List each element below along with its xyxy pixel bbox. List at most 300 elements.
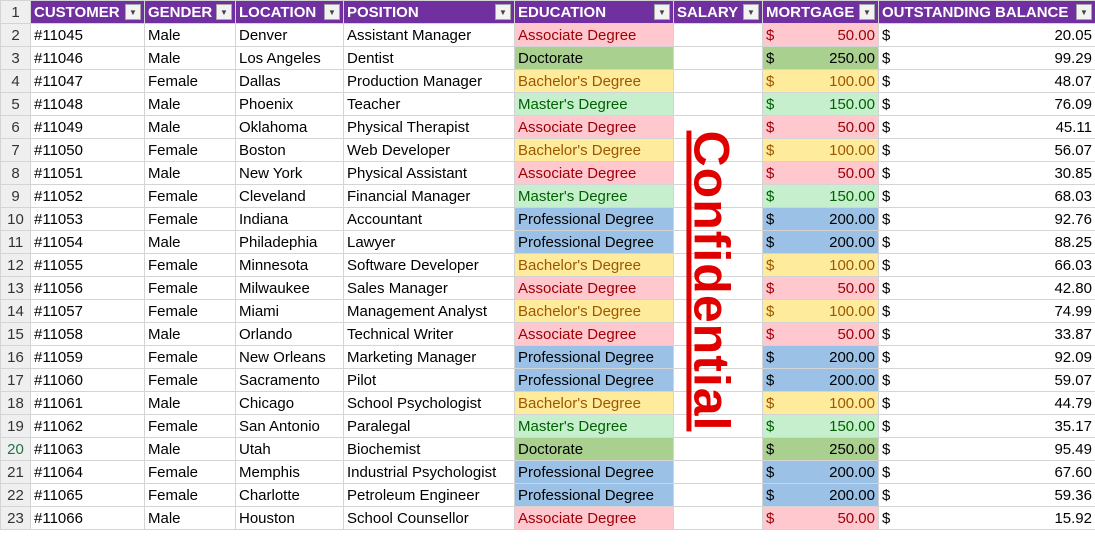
cell-mortgage[interactable] [763, 70, 879, 93]
cell-gender[interactable]: Male [145, 392, 236, 415]
table-row [1, 47, 1095, 70]
cell-education[interactable]: Professional Degree [515, 369, 674, 392]
balance-value: 92.76 [1054, 210, 1092, 228]
currency-symbol: $ [882, 233, 891, 251]
row-number[interactable]: 4 [1, 70, 31, 93]
cell-mortgage[interactable] [763, 93, 879, 116]
table-row [1, 162, 1095, 185]
row-number[interactable]: 13 [1, 277, 31, 300]
cell-location[interactable]: Cleveland [236, 185, 344, 208]
mortgage-value: 200.00 [829, 348, 875, 366]
mortgage-value: 200.00 [829, 463, 875, 481]
cell-location[interactable]: Utah [236, 438, 344, 461]
cell-gender[interactable]: Male [145, 323, 236, 346]
balance-value: 35.17 [1054, 417, 1092, 435]
cell-position[interactable]: Lawyer [344, 231, 515, 254]
cell-customer[interactable]: #11052 [31, 185, 145, 208]
currency-symbol: $ [766, 371, 775, 389]
currency-symbol: $ [882, 463, 891, 481]
cell-location[interactable]: Orlando [236, 323, 344, 346]
cell-position[interactable]: School Counsellor [344, 507, 515, 530]
header-row [1, 1, 1095, 24]
cell-education[interactable]: Bachelor's Degree [515, 392, 674, 415]
cell-location[interactable]: Memphis [236, 461, 344, 484]
cell-mortgage[interactable] [763, 461, 879, 484]
cell-education[interactable]: Bachelor's Degree [515, 300, 674, 323]
currency-symbol: $ [766, 509, 775, 527]
cell-position[interactable]: Teacher [344, 93, 515, 116]
table-row [1, 415, 1095, 438]
cell-education[interactable]: Associate Degree [515, 323, 674, 346]
row-number[interactable]: 14 [1, 300, 31, 323]
cell-customer[interactable]: #11064 [31, 461, 145, 484]
filter-dropdown-icon[interactable]: ▼ [743, 4, 759, 20]
cell-education[interactable]: Bachelor's Degree [515, 254, 674, 277]
balance-value: 45.11 [1055, 118, 1092, 136]
cell-mortgage[interactable] [763, 438, 879, 461]
currency-symbol: $ [766, 26, 775, 44]
table-row [1, 484, 1095, 507]
cell-mortgage[interactable] [763, 208, 879, 231]
row-number[interactable]: 10 [1, 208, 31, 231]
column-header-outstanding-balance[interactable] [879, 1, 1095, 24]
cell-gender[interactable]: Female [145, 415, 236, 438]
cell-location[interactable]: Dallas [236, 70, 344, 93]
currency-symbol: $ [882, 72, 891, 90]
table-row [1, 392, 1095, 415]
row-number[interactable]: 15 [1, 323, 31, 346]
column-header-label: LOCATION [239, 3, 317, 21]
currency-symbol: $ [882, 371, 891, 389]
cell-salary[interactable] [674, 369, 763, 392]
row-number[interactable]: 20 [1, 438, 31, 461]
cell-salary[interactable] [674, 70, 763, 93]
row-number[interactable]: 9 [1, 185, 31, 208]
column-header-location[interactable] [236, 1, 344, 24]
currency-symbol: $ [882, 509, 891, 527]
cell-customer[interactable]: #11062 [31, 415, 145, 438]
balance-value: 74.99 [1054, 302, 1092, 320]
cell-customer[interactable]: #11057 [31, 300, 145, 323]
balance-value: 92.09 [1054, 348, 1092, 366]
watermark-text: Confidential [683, 130, 739, 432]
mortgage-value: 50.00 [837, 279, 875, 297]
cell-education[interactable]: Associate Degree [515, 507, 674, 530]
cell-customer[interactable]: #11065 [31, 484, 145, 507]
cell-mortgage[interactable] [763, 484, 879, 507]
cell-outstanding-balance[interactable] [879, 277, 1095, 300]
cell-outstanding-balance[interactable] [879, 47, 1095, 70]
table-row [1, 277, 1095, 300]
table-row [1, 323, 1095, 346]
cell-outstanding-balance[interactable] [879, 507, 1095, 530]
cell-position[interactable]: Industrial Psychologist [344, 461, 515, 484]
cell-gender[interactable]: Female [145, 254, 236, 277]
cell-education[interactable]: Associate Degree [515, 277, 674, 300]
cell-outstanding-balance[interactable] [879, 461, 1095, 484]
column-header-label: POSITION [347, 3, 419, 21]
cell-mortgage[interactable] [763, 369, 879, 392]
cell-education[interactable]: Associate Degree [515, 116, 674, 139]
cell-outstanding-balance[interactable] [879, 369, 1095, 392]
column-header-mortgage[interactable] [763, 1, 879, 24]
currency-symbol: $ [882, 164, 891, 182]
cell-mortgage[interactable] [763, 392, 879, 415]
cell-education[interactable]: Professional Degree [515, 461, 674, 484]
cell-location[interactable]: Denver [236, 24, 344, 47]
cell-location[interactable]: Chicago [236, 392, 344, 415]
cell-salary[interactable] [674, 208, 763, 231]
cell-outstanding-balance[interactable] [879, 24, 1095, 47]
column-header-label: GENDER [148, 3, 213, 21]
cell-outstanding-balance[interactable] [879, 139, 1095, 162]
cell-outstanding-balance[interactable] [879, 162, 1095, 185]
column-header-label: OUTSTANDING BALANCE [882, 3, 1069, 21]
cell-position[interactable]: Biochemist [344, 438, 515, 461]
cell-location[interactable]: New Orleans [236, 346, 344, 369]
cell-position[interactable]: Software Developer [344, 254, 515, 277]
cell-salary[interactable] [674, 231, 763, 254]
currency-symbol: $ [766, 417, 775, 435]
mortgage-value: 50.00 [837, 509, 875, 527]
column-header-gender[interactable] [145, 1, 236, 24]
cell-customer[interactable]: #11055 [31, 254, 145, 277]
cell-salary[interactable] [674, 254, 763, 277]
row-number[interactable]: 23 [1, 507, 31, 530]
cell-location[interactable]: Minnesota [236, 254, 344, 277]
cell-location[interactable]: Houston [236, 507, 344, 530]
cell-outstanding-balance[interactable] [879, 438, 1095, 461]
cell-outstanding-balance[interactable] [879, 254, 1095, 277]
currency-symbol: $ [766, 187, 775, 205]
row-number[interactable]: 18 [1, 392, 31, 415]
cell-gender[interactable]: Male [145, 231, 236, 254]
cell-position[interactable]: Web Developer [344, 139, 515, 162]
cell-gender[interactable]: Female [145, 185, 236, 208]
currency-symbol: $ [766, 210, 775, 228]
cell-position[interactable]: Physical Assistant [344, 162, 515, 185]
table-body [1, 24, 1095, 530]
table-row [1, 300, 1095, 323]
column-header-salary[interactable] [674, 1, 763, 24]
mortgage-value: 100.00 [829, 256, 875, 274]
cell-location[interactable]: Charlotte [236, 484, 344, 507]
currency-symbol: $ [766, 486, 775, 504]
row-number[interactable]: 11 [1, 231, 31, 254]
cell-salary[interactable] [674, 116, 763, 139]
filter-dropdown-icon[interactable]: ▼ [216, 4, 232, 20]
cell-education[interactable]: Bachelor's Degree [515, 139, 674, 162]
cell-salary[interactable] [674, 162, 763, 185]
cell-outstanding-balance[interactable] [879, 231, 1095, 254]
cell-position[interactable]: Management Analyst [344, 300, 515, 323]
currency-symbol: $ [766, 49, 775, 67]
cell-outstanding-balance[interactable] [879, 93, 1095, 116]
column-header-customer[interactable] [31, 1, 145, 24]
cell-position[interactable]: Assistant Manager [344, 24, 515, 47]
balance-value: 44.79 [1054, 394, 1092, 412]
mortgage-value: 250.00 [829, 49, 875, 67]
table-row [1, 185, 1095, 208]
cell-salary[interactable] [674, 392, 763, 415]
column-header-label: CUSTOMER [34, 3, 120, 21]
cell-mortgage[interactable] [763, 507, 879, 530]
cell-position[interactable]: Financial Manager [344, 185, 515, 208]
cell-position[interactable]: Pilot [344, 369, 515, 392]
cell-education[interactable]: Associate Degree [515, 162, 674, 185]
table-row [1, 208, 1095, 231]
mortgage-value: 50.00 [837, 118, 875, 136]
cell-mortgage[interactable] [763, 300, 879, 323]
cell-gender[interactable]: Male [145, 507, 236, 530]
cell-education[interactable]: Master's Degree [515, 185, 674, 208]
cell-customer[interactable]: #11061 [31, 392, 145, 415]
cell-mortgage[interactable] [763, 323, 879, 346]
cell-customer[interactable]: #11054 [31, 231, 145, 254]
cell-mortgage[interactable] [763, 231, 879, 254]
row-number[interactable]: 17 [1, 369, 31, 392]
cell-mortgage[interactable] [763, 415, 879, 438]
row-number[interactable]: 22 [1, 484, 31, 507]
cell-salary[interactable] [674, 461, 763, 484]
cell-salary[interactable] [674, 438, 763, 461]
currency-symbol: $ [766, 72, 775, 90]
row-number[interactable]: 21 [1, 461, 31, 484]
cell-salary[interactable] [674, 507, 763, 530]
cell-education[interactable]: Bachelor's Degree [515, 70, 674, 93]
cell-outstanding-balance[interactable] [879, 484, 1095, 507]
cell-gender[interactable]: Female [145, 369, 236, 392]
filter-dropdown-icon[interactable]: ▼ [654, 4, 670, 20]
cell-education[interactable]: Master's Degree [515, 93, 674, 116]
filter-dropdown-icon[interactable]: ▼ [324, 4, 340, 20]
mortgage-value: 50.00 [837, 26, 875, 44]
cell-customer[interactable]: #11050 [31, 139, 145, 162]
column-header-education[interactable] [515, 1, 674, 24]
filter-dropdown-icon[interactable]: ▼ [1076, 4, 1092, 20]
cell-salary[interactable] [674, 277, 763, 300]
cell-location[interactable]: Sacramento [236, 369, 344, 392]
cell-position[interactable]: Production Manager [344, 70, 515, 93]
column-header-label: MORTGAGE [766, 3, 855, 21]
cell-gender[interactable]: Female [145, 70, 236, 93]
row-number[interactable]: 16 [1, 346, 31, 369]
currency-symbol: $ [882, 256, 891, 274]
currency-symbol: $ [766, 463, 775, 481]
cell-salary[interactable] [674, 47, 763, 70]
cell-position[interactable]: Technical Writer [344, 323, 515, 346]
currency-symbol: $ [766, 233, 775, 251]
cell-outstanding-balance[interactable] [879, 323, 1095, 346]
cell-mortgage[interactable] [763, 185, 879, 208]
cell-gender[interactable]: Male [145, 93, 236, 116]
cell-position[interactable]: Paralegal [344, 415, 515, 438]
cell-location[interactable]: Miami [236, 300, 344, 323]
balance-value: 33.87 [1054, 325, 1092, 343]
mortgage-value: 200.00 [829, 371, 875, 389]
cell-mortgage[interactable] [763, 162, 879, 185]
cell-customer[interactable]: #11063 [31, 438, 145, 461]
balance-value: 48.07 [1054, 72, 1092, 90]
mortgage-value: 100.00 [829, 394, 875, 412]
cell-location[interactable]: Indiana [236, 208, 344, 231]
row-number[interactable]: 19 [1, 415, 31, 438]
cell-gender[interactable]: Male [145, 162, 236, 185]
column-header-position[interactable] [344, 1, 515, 24]
currency-symbol: $ [882, 440, 891, 458]
row-number[interactable]: 8 [1, 162, 31, 185]
row-number[interactable]: 2 [1, 24, 31, 47]
cell-customer[interactable]: #11047 [31, 70, 145, 93]
row-number[interactable]: 6 [1, 116, 31, 139]
row-number[interactable]: 7 [1, 139, 31, 162]
cell-position[interactable]: School Psychologist [344, 392, 515, 415]
cell-location[interactable]: Philadephia [236, 231, 344, 254]
cell-salary[interactable] [674, 300, 763, 323]
cell-gender[interactable]: Female [145, 277, 236, 300]
cell-salary[interactable] [674, 323, 763, 346]
currency-symbol: $ [766, 302, 775, 320]
cell-mortgage[interactable] [763, 116, 879, 139]
currency-symbol: $ [766, 440, 775, 458]
cell-salary[interactable] [674, 24, 763, 47]
cell-education[interactable]: Professional Degree [515, 484, 674, 507]
table-row [1, 139, 1095, 162]
filter-dropdown-icon[interactable]: ▼ [495, 4, 511, 20]
row-number[interactable]: 12 [1, 254, 31, 277]
cell-mortgage[interactable] [763, 47, 879, 70]
cell-position[interactable]: Petroleum Engineer [344, 484, 515, 507]
cell-location[interactable]: Boston [236, 139, 344, 162]
filter-dropdown-icon[interactable]: ▼ [859, 4, 875, 20]
cell-gender[interactable]: Female [145, 300, 236, 323]
balance-value: 95.49 [1054, 440, 1092, 458]
mortgage-value: 150.00 [829, 417, 875, 435]
cell-mortgage[interactable] [763, 254, 879, 277]
cell-salary[interactable] [674, 346, 763, 369]
cell-education[interactable]: Associate Degree [515, 24, 674, 47]
cell-gender[interactable]: Female [145, 346, 236, 369]
cell-outstanding-balance[interactable] [879, 208, 1095, 231]
cell-education[interactable]: Doctorate [515, 438, 674, 461]
cell-location[interactable]: Los Angeles [236, 47, 344, 70]
currency-symbol: $ [882, 95, 891, 113]
table-row [1, 254, 1095, 277]
currency-symbol: $ [882, 325, 891, 343]
row-number[interactable]: 5 [1, 93, 31, 116]
cell-education[interactable]: Professional Degree [515, 231, 674, 254]
currency-symbol: $ [766, 348, 775, 366]
cell-outstanding-balance[interactable] [879, 116, 1095, 139]
cell-customer[interactable]: #11059 [31, 346, 145, 369]
cell-education[interactable]: Master's Degree [515, 415, 674, 438]
cell-customer[interactable]: #11046 [31, 47, 145, 70]
cell-position[interactable]: Dentist [344, 47, 515, 70]
cell-education[interactable]: Doctorate [515, 47, 674, 70]
cell-location[interactable]: Phoenix [236, 93, 344, 116]
currency-symbol: $ [882, 417, 891, 435]
cell-outstanding-balance[interactable] [879, 415, 1095, 438]
cell-customer[interactable]: #11056 [31, 277, 145, 300]
cell-mortgage[interactable] [763, 346, 879, 369]
cell-location[interactable]: New York [236, 162, 344, 185]
cell-location[interactable]: Milwaukee [236, 277, 344, 300]
mortgage-value: 250.00 [829, 440, 875, 458]
cell-outstanding-balance[interactable] [879, 70, 1095, 93]
cell-gender[interactable]: Female [145, 208, 236, 231]
cell-mortgage[interactable] [763, 139, 879, 162]
currency-symbol: $ [882, 279, 891, 297]
cell-gender[interactable]: Female [145, 461, 236, 484]
cell-customer[interactable]: #11053 [31, 208, 145, 231]
cell-outstanding-balance[interactable] [879, 185, 1095, 208]
cell-position[interactable]: Sales Manager [344, 277, 515, 300]
currency-symbol: $ [882, 118, 891, 136]
mortgage-value: 200.00 [829, 233, 875, 251]
cell-outstanding-balance[interactable] [879, 392, 1095, 415]
cell-outstanding-balance[interactable] [879, 346, 1095, 369]
filter-dropdown-icon[interactable]: ▼ [125, 4, 141, 20]
cell-customer[interactable]: #11048 [31, 93, 145, 116]
cell-customer[interactable]: #11058 [31, 323, 145, 346]
currency-symbol: $ [882, 187, 891, 205]
cell-education[interactable]: Professional Degree [515, 208, 674, 231]
cell-salary[interactable] [674, 185, 763, 208]
cell-gender[interactable]: Female [145, 139, 236, 162]
cell-salary[interactable] [674, 139, 763, 162]
cell-gender[interactable]: Female [145, 484, 236, 507]
table-row [1, 116, 1095, 139]
cell-position[interactable]: Marketing Manager [344, 346, 515, 369]
cell-mortgage[interactable] [763, 24, 879, 47]
currency-symbol: $ [766, 164, 775, 182]
cell-gender[interactable]: Male [145, 47, 236, 70]
cell-customer[interactable]: #11066 [31, 507, 145, 530]
cell-outstanding-balance[interactable] [879, 300, 1095, 323]
cell-mortgage[interactable] [763, 277, 879, 300]
row-number[interactable]: 3 [1, 47, 31, 70]
balance-value: 67.60 [1054, 463, 1092, 481]
cell-position[interactable]: Physical Therapist [344, 116, 515, 139]
cell-customer[interactable]: #11045 [31, 24, 145, 47]
balance-value: 42.80 [1054, 279, 1092, 297]
cell-gender[interactable]: Male [145, 116, 236, 139]
cell-customer[interactable]: #11051 [31, 162, 145, 185]
currency-symbol: $ [882, 486, 891, 504]
balance-value: 99.29 [1054, 49, 1092, 67]
cell-salary[interactable] [674, 415, 763, 438]
cell-gender[interactable]: Male [145, 438, 236, 461]
cell-location[interactable]: Oklahoma [236, 116, 344, 139]
currency-symbol: $ [882, 210, 891, 228]
table-row [1, 70, 1095, 93]
balance-value: 68.03 [1054, 187, 1092, 205]
table-row [1, 24, 1095, 47]
row-number[interactable]: 1 [1, 1, 31, 24]
cell-gender[interactable]: Male [145, 24, 236, 47]
currency-symbol: $ [766, 118, 775, 136]
cell-customer[interactable]: #11049 [31, 116, 145, 139]
cell-salary[interactable] [674, 484, 763, 507]
cell-education[interactable]: Professional Degree [515, 346, 674, 369]
cell-salary[interactable] [674, 93, 763, 116]
cell-position[interactable]: Accountant [344, 208, 515, 231]
currency-symbol: $ [882, 141, 891, 159]
currency-symbol: $ [766, 256, 775, 274]
currency-symbol: $ [882, 394, 891, 412]
cell-customer[interactable]: #11060 [31, 369, 145, 392]
cell-location[interactable]: San Antonio [236, 415, 344, 438]
